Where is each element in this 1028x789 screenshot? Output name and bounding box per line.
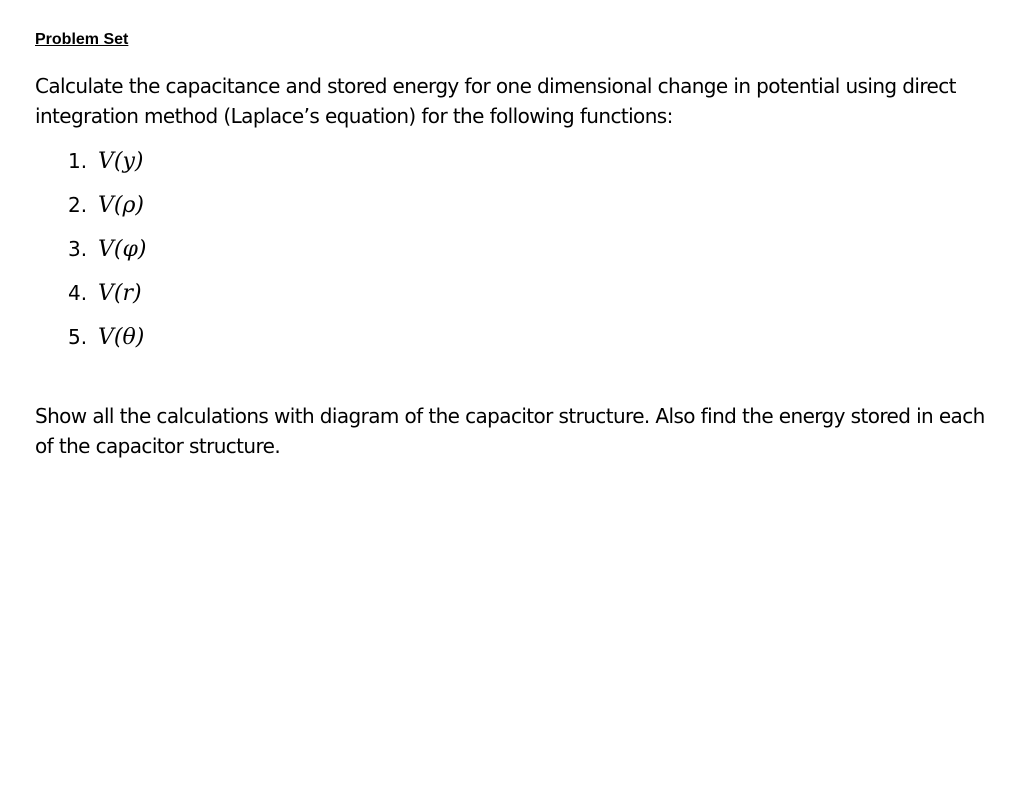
- function-expression: V(θ): [98, 325, 145, 350]
- problem-statement: Calculate the capacitance and stored energy for one dimensional change in potential using direct integration method (Laplace’s equation) for the following functions:: [35, 74, 956, 128]
- list-item-number: 1.: [68, 149, 88, 173]
- function-expression: V(r): [98, 281, 142, 306]
- list-item-number: 5.: [68, 325, 88, 349]
- list-item: [68, 190, 146, 234]
- list-item-number: 3.: [68, 237, 88, 261]
- list-item: [68, 234, 146, 278]
- instructions-text: Show all the calculations with diagram of the capacitor structure. Also find the energy stored in each of the capacitor structure.: [35, 404, 985, 458]
- list-item-number: 2.: [68, 193, 88, 217]
- function-list: [68, 146, 146, 366]
- section-heading: Problem Set: [35, 31, 129, 48]
- function-expression: V(y): [98, 149, 144, 174]
- list-item-number: 4.: [68, 281, 88, 305]
- list-item: [68, 146, 146, 190]
- function-expression: V(φ): [98, 237, 147, 262]
- list-item: [68, 322, 146, 366]
- list-item: [68, 278, 146, 322]
- function-expression: V(ρ): [98, 193, 144, 218]
